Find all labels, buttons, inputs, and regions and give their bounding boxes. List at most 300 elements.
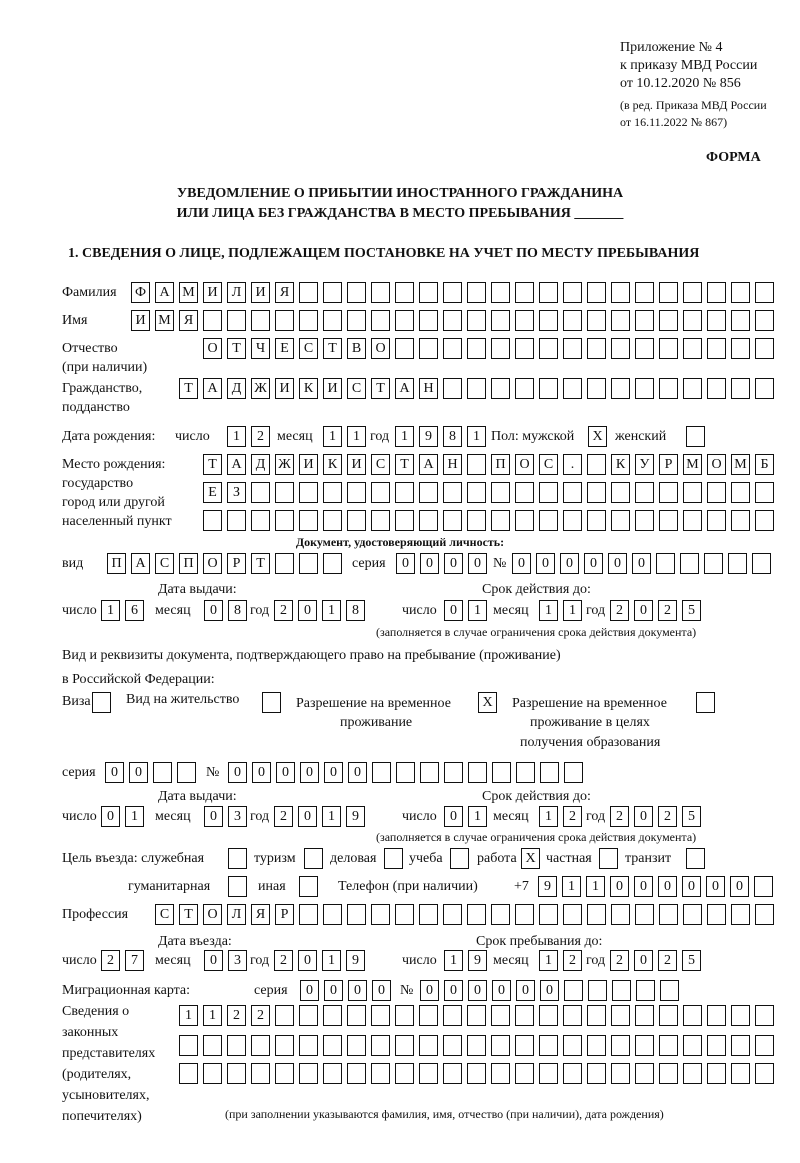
representative-cell[interactable] [299, 1005, 318, 1026]
year-cell[interactable]: 0 [634, 806, 653, 827]
profession-cell[interactable] [635, 904, 654, 925]
birthplace-cell[interactable]: Н [443, 454, 462, 475]
phone-cell[interactable]: 0 [634, 876, 653, 897]
stay-number-cell[interactable]: 0 [300, 762, 319, 783]
id-series-cell[interactable]: 0 [444, 553, 463, 574]
birthplace-cell[interactable]: И [347, 454, 366, 475]
name-cell[interactable] [683, 310, 702, 331]
birthplace-cell[interactable]: О [707, 454, 726, 475]
stay-number-cell[interactable] [564, 762, 583, 783]
id-number-cell[interactable]: 0 [632, 553, 651, 574]
representative-cell[interactable] [539, 1005, 558, 1026]
birthplace-cell[interactable] [419, 510, 438, 531]
migration-number-cell[interactable]: 0 [540, 980, 559, 1001]
id-kind-cell[interactable]: О [203, 553, 222, 574]
month-cell[interactable]: 0 [204, 806, 223, 827]
citizenship-cell[interactable]: Д [227, 378, 246, 399]
birthplace-cell[interactable] [323, 482, 342, 503]
day-cell[interactable]: 1 [101, 600, 120, 621]
profession-cell[interactable] [323, 904, 342, 925]
birthplace-cell[interactable] [563, 510, 582, 531]
representative-cell[interactable] [611, 1005, 630, 1026]
representative-cell[interactable] [587, 1035, 606, 1056]
patronymic-cell[interactable]: Е [275, 338, 294, 359]
year-cell[interactable]: 1 [322, 600, 341, 621]
profession-cell[interactable] [419, 904, 438, 925]
id-number-cell[interactable] [680, 553, 699, 574]
citizenship-cell[interactable]: Н [419, 378, 438, 399]
citizenship-cell[interactable]: Т [179, 378, 198, 399]
name-cell[interactable] [203, 310, 222, 331]
representative-cell[interactable] [419, 1063, 438, 1084]
name-cell[interactable]: М [155, 310, 174, 331]
stay-number-cell[interactable] [516, 762, 535, 783]
birthplace-cell[interactable] [395, 510, 414, 531]
representative-cell[interactable] [755, 1035, 774, 1056]
patronymic-cell[interactable] [443, 338, 462, 359]
day-cell[interactable]: 0 [444, 806, 463, 827]
profession-cell[interactable] [707, 904, 726, 925]
birthplace-cell[interactable] [251, 510, 270, 531]
profession-cell[interactable] [371, 904, 390, 925]
name-cell[interactable] [659, 310, 678, 331]
year-cell[interactable]: 5 [682, 950, 701, 971]
month-cell[interactable]: 1 [539, 600, 558, 621]
name-cell[interactable] [251, 310, 270, 331]
surname-cell[interactable]: И [251, 282, 270, 303]
phone-cell[interactable]: 1 [562, 876, 581, 897]
phone-cell[interactable] [754, 876, 773, 897]
name-cell[interactable] [299, 310, 318, 331]
day-cell[interactable]: 0 [444, 600, 463, 621]
residence-permit-checkbox[interactable] [262, 692, 281, 713]
birthplace-cell[interactable] [539, 510, 558, 531]
surname-cell[interactable] [371, 282, 390, 303]
migration-number-cell[interactable] [564, 980, 583, 1001]
citizenship-cell[interactable]: Ж [251, 378, 270, 399]
purpose-official-checkbox[interactable] [228, 848, 247, 869]
representative-cell[interactable] [563, 1063, 582, 1084]
year-cell[interactable]: 0 [634, 600, 653, 621]
citizenship-cell[interactable] [491, 378, 510, 399]
migration-number-cell[interactable] [660, 980, 679, 1001]
birthplace-cell[interactable]: А [419, 454, 438, 475]
surname-cell[interactable] [635, 282, 654, 303]
id-series-cell[interactable]: 0 [396, 553, 415, 574]
migration-number-cell[interactable] [636, 980, 655, 1001]
migration-number-cell[interactable]: 0 [468, 980, 487, 1001]
birthplace-cell[interactable] [755, 510, 774, 531]
name-cell[interactable] [371, 310, 390, 331]
representative-cell[interactable] [635, 1035, 654, 1056]
year-cell[interactable]: 0 [634, 950, 653, 971]
birthplace-cell[interactable] [467, 510, 486, 531]
patronymic-cell[interactable]: Т [227, 338, 246, 359]
stay-number-cell[interactable]: 0 [252, 762, 271, 783]
representative-cell[interactable] [251, 1063, 270, 1084]
representative-cell[interactable] [731, 1063, 750, 1084]
surname-cell[interactable] [443, 282, 462, 303]
name-cell[interactable] [491, 310, 510, 331]
birthplace-cell[interactable] [611, 482, 630, 503]
birthplace-cell[interactable] [491, 510, 510, 531]
purpose-tourism-checkbox[interactable] [304, 848, 323, 869]
representative-cell[interactable] [443, 1035, 462, 1056]
migration-series-cell[interactable]: 0 [324, 980, 343, 1001]
citizenship-cell[interactable] [443, 378, 462, 399]
birthplace-cell[interactable] [347, 482, 366, 503]
representative-cell[interactable] [179, 1063, 198, 1084]
stay-series-cell[interactable] [153, 762, 172, 783]
birthplace-cell[interactable] [203, 510, 222, 531]
year-cell[interactable]: 9 [346, 806, 365, 827]
name-cell[interactable] [755, 310, 774, 331]
stay-number-cell[interactable]: 0 [348, 762, 367, 783]
day-cell[interactable]: 1 [125, 806, 144, 827]
birthplace-cell[interactable] [467, 482, 486, 503]
name-cell[interactable] [587, 310, 606, 331]
stay-number-cell[interactable] [372, 762, 391, 783]
representative-cell[interactable] [659, 1063, 678, 1084]
surname-cell[interactable]: Я [275, 282, 294, 303]
profession-cell[interactable] [563, 904, 582, 925]
patronymic-cell[interactable] [515, 338, 534, 359]
day-cell[interactable]: 0 [101, 806, 120, 827]
purpose-study-checkbox[interactable] [450, 848, 469, 869]
surname-cell[interactable] [419, 282, 438, 303]
id-number-cell[interactable]: 0 [512, 553, 531, 574]
month-cell[interactable]: 8 [228, 600, 247, 621]
representative-cell[interactable] [347, 1005, 366, 1026]
birthplace-cell[interactable] [347, 510, 366, 531]
profession-cell[interactable] [347, 904, 366, 925]
month-cell[interactable]: 2 [563, 806, 582, 827]
name-cell[interactable] [611, 310, 630, 331]
temporary-residence-checkbox[interactable]: X [478, 692, 497, 713]
birthplace-cell[interactable] [299, 510, 318, 531]
patronymic-cell[interactable] [659, 338, 678, 359]
birthplace-cell[interactable]: Т [395, 454, 414, 475]
name-cell[interactable] [443, 310, 462, 331]
year-cell[interactable]: 2 [610, 950, 629, 971]
birthplace-cell[interactable]: С [371, 454, 390, 475]
birthplace-cell[interactable]: Ж [275, 454, 294, 475]
stay-series-cell[interactable]: 0 [129, 762, 148, 783]
birthplace-cell[interactable] [635, 510, 654, 531]
migration-number-cell[interactable]: 0 [444, 980, 463, 1001]
representative-cell[interactable]: 2 [227, 1005, 246, 1026]
surname-cell[interactable]: Ф [131, 282, 150, 303]
surname-cell[interactable]: Л [227, 282, 246, 303]
purpose-business-checkbox[interactable] [384, 848, 403, 869]
phone-cell[interactable]: 1 [586, 876, 605, 897]
year-cell[interactable]: 2 [274, 806, 293, 827]
representative-cell[interactable] [539, 1035, 558, 1056]
sex-female-checkbox[interactable] [686, 426, 705, 447]
surname-cell[interactable] [659, 282, 678, 303]
birthplace-cell[interactable] [299, 482, 318, 503]
id-number-cell[interactable]: 0 [584, 553, 603, 574]
phone-cell[interactable]: 9 [538, 876, 557, 897]
representative-cell[interactable] [347, 1063, 366, 1084]
birthplace-cell[interactable] [707, 482, 726, 503]
id-number-cell[interactable]: 0 [536, 553, 555, 574]
profession-cell[interactable] [539, 904, 558, 925]
temporary-residence-education-checkbox[interactable] [696, 692, 715, 713]
month-cell[interactable]: 0 [204, 600, 223, 621]
profession-cell[interactable]: Я [251, 904, 270, 925]
patronymic-cell[interactable] [395, 338, 414, 359]
surname-cell[interactable]: М [179, 282, 198, 303]
id-number-cell[interactable]: 0 [608, 553, 627, 574]
birthplace-cell[interactable] [659, 510, 678, 531]
profession-cell[interactable] [755, 904, 774, 925]
citizenship-cell[interactable] [563, 378, 582, 399]
stay-number-cell[interactable] [396, 762, 415, 783]
representative-cell[interactable] [419, 1035, 438, 1056]
representative-cell[interactable] [563, 1005, 582, 1026]
birthplace-cell[interactable]: К [611, 454, 630, 475]
surname-cell[interactable] [563, 282, 582, 303]
surname-cell[interactable]: И [203, 282, 222, 303]
birthplace-cell[interactable] [419, 482, 438, 503]
representative-cell[interactable] [515, 1035, 534, 1056]
representative-cell[interactable] [323, 1035, 342, 1056]
representative-cell[interactable] [179, 1035, 198, 1056]
id-kind-cell[interactable]: П [179, 553, 198, 574]
representative-cell[interactable] [323, 1063, 342, 1084]
year-cell[interactable]: 2 [658, 806, 677, 827]
patronymic-cell[interactable]: Ч [251, 338, 270, 359]
birthplace-cell[interactable] [515, 510, 534, 531]
representative-cell[interactable] [707, 1035, 726, 1056]
representative-cell[interactable] [275, 1005, 294, 1026]
month-cell[interactable]: 0 [204, 950, 223, 971]
surname-cell[interactable] [491, 282, 510, 303]
id-number-cell[interactable] [728, 553, 747, 574]
profession-cell[interactable] [491, 904, 510, 925]
id-kind-cell[interactable] [275, 553, 294, 574]
citizenship-cell[interactable]: А [395, 378, 414, 399]
profession-cell[interactable] [611, 904, 630, 925]
patronymic-cell[interactable]: С [299, 338, 318, 359]
phone-cell[interactable]: 0 [706, 876, 725, 897]
purpose-work-checkbox[interactable]: X [521, 848, 540, 869]
id-kind-cell[interactable]: П [107, 553, 126, 574]
id-kind-cell[interactable]: С [155, 553, 174, 574]
citizenship-cell[interactable]: А [203, 378, 222, 399]
citizenship-cell[interactable]: И [275, 378, 294, 399]
name-cell[interactable] [419, 310, 438, 331]
birthplace-cell[interactable] [251, 482, 270, 503]
id-number-cell[interactable] [704, 553, 723, 574]
birthplace-cell[interactable]: Д [251, 454, 270, 475]
surname-cell[interactable] [707, 282, 726, 303]
representative-cell[interactable] [683, 1035, 702, 1056]
patronymic-cell[interactable] [683, 338, 702, 359]
year-cell[interactable]: 2 [274, 600, 293, 621]
stay-number-cell[interactable] [444, 762, 463, 783]
representative-cell[interactable] [227, 1035, 246, 1056]
patronymic-cell[interactable] [563, 338, 582, 359]
year-cell[interactable]: 2 [610, 806, 629, 827]
stay-number-cell[interactable] [468, 762, 487, 783]
surname-cell[interactable] [467, 282, 486, 303]
birthplace-cell[interactable] [635, 482, 654, 503]
birthplace-cell[interactable] [587, 482, 606, 503]
representative-cell[interactable] [491, 1063, 510, 1084]
day-cell[interactable]: 7 [125, 950, 144, 971]
birthplace-cell[interactable] [323, 510, 342, 531]
representative-cell[interactable] [395, 1035, 414, 1056]
birthplace-cell[interactable] [731, 482, 750, 503]
day-cell[interactable]: 9 [468, 950, 487, 971]
purpose-other-checkbox[interactable] [299, 876, 318, 897]
citizenship-cell[interactable] [659, 378, 678, 399]
representative-cell[interactable] [467, 1005, 486, 1026]
representative-cell[interactable] [419, 1005, 438, 1026]
day-cell[interactable]: 1 [468, 600, 487, 621]
birthplace-cell[interactable]: Т [203, 454, 222, 475]
representative-cell[interactable] [371, 1063, 390, 1084]
dob-day-cell[interactable]: 1 [227, 426, 246, 447]
citizenship-cell[interactable] [539, 378, 558, 399]
surname-cell[interactable] [299, 282, 318, 303]
year-cell[interactable]: 0 [298, 806, 317, 827]
citizenship-cell[interactable] [467, 378, 486, 399]
purpose-transit-checkbox[interactable] [686, 848, 705, 869]
dob-year-cell[interactable]: 1 [467, 426, 486, 447]
representative-cell[interactable] [683, 1005, 702, 1026]
migration-number-cell[interactable] [588, 980, 607, 1001]
purpose-humanitarian-checkbox[interactable] [228, 876, 247, 897]
year-cell[interactable]: 0 [298, 600, 317, 621]
dob-year-cell[interactable]: 9 [419, 426, 438, 447]
representative-cell[interactable] [371, 1005, 390, 1026]
year-cell[interactable]: 2 [658, 950, 677, 971]
representative-cell[interactable]: 2 [251, 1005, 270, 1026]
birthplace-cell[interactable] [731, 510, 750, 531]
representative-cell[interactable] [707, 1005, 726, 1026]
birthplace-cell[interactable]: Е [203, 482, 222, 503]
representative-cell[interactable] [659, 1005, 678, 1026]
surname-cell[interactable]: А [155, 282, 174, 303]
representative-cell[interactable] [563, 1035, 582, 1056]
birthplace-cell[interactable] [395, 482, 414, 503]
profession-cell[interactable] [587, 904, 606, 925]
name-cell[interactable] [467, 310, 486, 331]
birthplace-cell[interactable]: З [227, 482, 246, 503]
birthplace-cell[interactable]: . [563, 454, 582, 475]
birthplace-cell[interactable]: С [539, 454, 558, 475]
citizenship-cell[interactable]: С [347, 378, 366, 399]
representative-cell[interactable] [755, 1005, 774, 1026]
representative-cell[interactable] [443, 1063, 462, 1084]
name-cell[interactable] [347, 310, 366, 331]
citizenship-cell[interactable] [731, 378, 750, 399]
birthplace-cell[interactable] [683, 510, 702, 531]
name-cell[interactable] [539, 310, 558, 331]
day-cell[interactable]: 1 [444, 950, 463, 971]
phone-cell[interactable]: 0 [682, 876, 701, 897]
citizenship-cell[interactable] [755, 378, 774, 399]
representative-cell[interactable] [707, 1063, 726, 1084]
birthplace-cell[interactable]: И [299, 454, 318, 475]
patronymic-cell[interactable]: В [347, 338, 366, 359]
surname-cell[interactable] [347, 282, 366, 303]
profession-cell[interactable]: Т [179, 904, 198, 925]
month-cell[interactable]: 3 [228, 950, 247, 971]
birthplace-cell[interactable] [755, 482, 774, 503]
profession-cell[interactable] [443, 904, 462, 925]
month-cell[interactable]: 2 [563, 950, 582, 971]
birthplace-cell[interactable] [587, 454, 606, 475]
birthplace-cell[interactable]: А [227, 454, 246, 475]
representative-cell[interactable] [587, 1005, 606, 1026]
birthplace-cell[interactable]: Р [659, 454, 678, 475]
birthplace-cell[interactable]: П [491, 454, 510, 475]
representative-cell[interactable] [491, 1035, 510, 1056]
birthplace-cell[interactable]: О [515, 454, 534, 475]
birthplace-cell[interactable]: К [323, 454, 342, 475]
profession-cell[interactable]: Р [275, 904, 294, 925]
month-cell[interactable]: 1 [539, 806, 558, 827]
dob-year-cell[interactable]: 8 [443, 426, 462, 447]
representative-cell[interactable] [323, 1005, 342, 1026]
dob-year-cell[interactable]: 1 [395, 426, 414, 447]
profession-cell[interactable] [731, 904, 750, 925]
year-cell[interactable]: 8 [346, 600, 365, 621]
representative-cell[interactable] [611, 1063, 630, 1084]
month-cell[interactable]: 3 [228, 806, 247, 827]
representative-cell[interactable] [635, 1005, 654, 1026]
migration-number-cell[interactable]: 0 [516, 980, 535, 1001]
representative-cell[interactable] [251, 1035, 270, 1056]
representative-cell[interactable] [587, 1063, 606, 1084]
stay-series-cell[interactable]: 0 [105, 762, 124, 783]
stay-number-cell[interactable]: 0 [276, 762, 295, 783]
patronymic-cell[interactable] [539, 338, 558, 359]
name-cell[interactable] [515, 310, 534, 331]
year-cell[interactable]: 2 [274, 950, 293, 971]
representative-cell[interactable] [203, 1063, 222, 1084]
citizenship-cell[interactable]: Т [371, 378, 390, 399]
name-cell[interactable] [731, 310, 750, 331]
migration-number-cell[interactable] [612, 980, 631, 1001]
migration-number-cell[interactable]: 0 [420, 980, 439, 1001]
id-kind-cell[interactable] [323, 553, 342, 574]
patronymic-cell[interactable] [731, 338, 750, 359]
surname-cell[interactable] [683, 282, 702, 303]
surname-cell[interactable] [515, 282, 534, 303]
year-cell[interactable]: 0 [298, 950, 317, 971]
representative-cell[interactable] [731, 1035, 750, 1056]
stay-number-cell[interactable]: 0 [228, 762, 247, 783]
patronymic-cell[interactable]: Т [323, 338, 342, 359]
citizenship-cell[interactable] [683, 378, 702, 399]
phone-cell[interactable]: 0 [658, 876, 677, 897]
year-cell[interactable]: 9 [346, 950, 365, 971]
representative-cell[interactable] [731, 1005, 750, 1026]
birthplace-cell[interactable] [275, 510, 294, 531]
patronymic-cell[interactable] [491, 338, 510, 359]
id-series-cell[interactable]: 0 [420, 553, 439, 574]
name-cell[interactable] [395, 310, 414, 331]
patronymic-cell[interactable] [587, 338, 606, 359]
birthplace-cell[interactable] [587, 510, 606, 531]
profession-cell[interactable] [395, 904, 414, 925]
visa-checkbox[interactable] [92, 692, 111, 713]
